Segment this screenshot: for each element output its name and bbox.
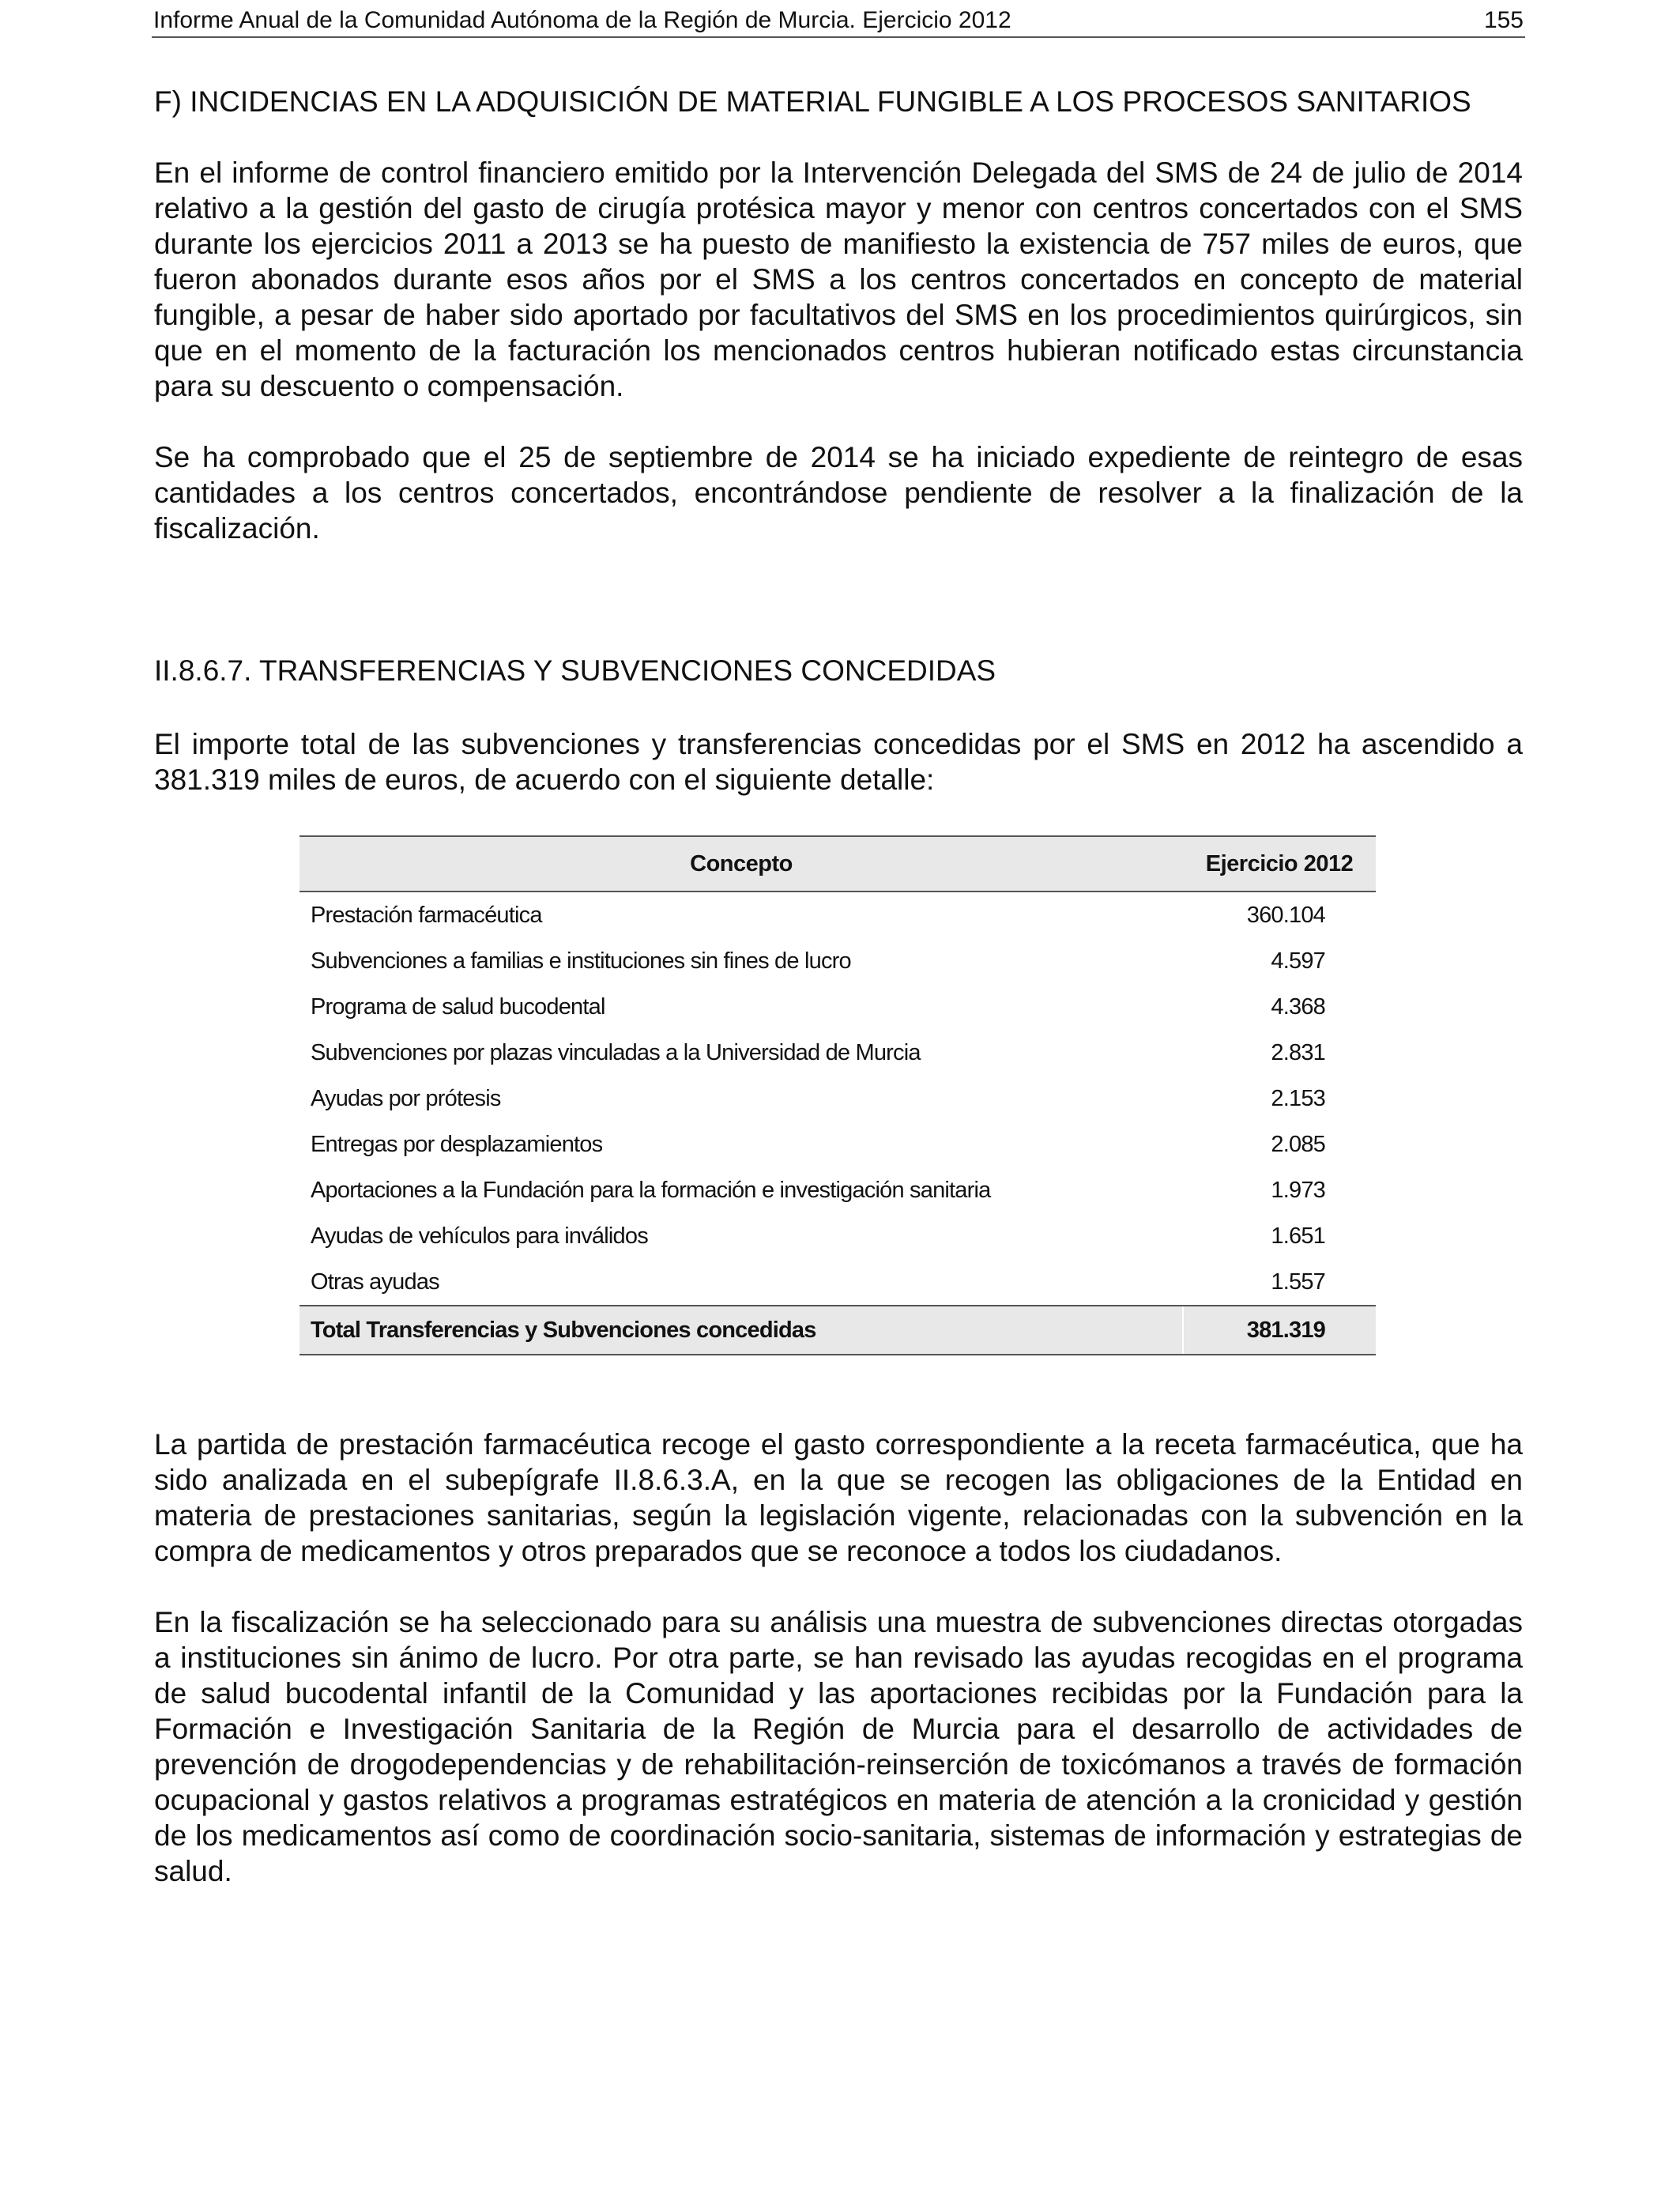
- row-value: 2.085: [1271, 1131, 1325, 1157]
- row-value: 4.597: [1271, 948, 1325, 974]
- table-row: [299, 984, 1376, 1030]
- row-concept: Subvenciones por plazas vinculadas a la Universidad de Murcia: [311, 1039, 921, 1065]
- table-row: [299, 1259, 1376, 1306]
- row-value: 1.973: [1271, 1177, 1325, 1203]
- total-value: 381.319: [1183, 1306, 1376, 1355]
- table-row: [299, 1213, 1376, 1259]
- row-value: 2.153: [1271, 1085, 1325, 1111]
- row-concept: Entregas por desplazamientos: [311, 1131, 603, 1157]
- table-header-row: [299, 836, 1376, 892]
- table-row: [299, 938, 1376, 984]
- section-f-heading: F) INCIDENCIAS EN LA ADQUISICIÓN DE MATERIAL FUNGIBLE A LOS PROCESOS SANITARIOS: [154, 85, 1471, 118]
- section-f-paragraph-2: Se ha comprobado que el 25 de septiembre de 2014 se ha iniciado expediente de reintegro de esas cantidades a los centros concertados, encontrándose pendiente de resolver a la finalización de la fiscalización.: [154, 441, 1523, 545]
- row-concept: Subvenciones a familias e instituciones sin fines de lucro: [311, 948, 851, 974]
- table-row: [299, 1122, 1376, 1167]
- row-value: 1.557: [1271, 1269, 1325, 1295]
- row-value: 1.651: [1271, 1223, 1325, 1249]
- section-ii-paragraph-sample: En la fiscalización se ha seleccionado para su análisis una muestra de subvenciones directas otorgadas a instituciones sin ánimo de lucro. Por otra parte, se han revisado las ayudas recogidas en el programa de salud bucodental infantil de la Comunidad y las aportaciones recibidas por la Fundación para la Formación e Investigación Sanitaria de la Región de Murcia para el desarrollo de actividades de prevención de drogodependencias y de rehabilitación-reinserción de toxicómanos a través de formación ocupacional y gastos relativos a programas estratégicos en materia de atención a la cronicidad y gestión de los medicamentos así como de coordinación socio-sanitaria, sistemas de información y estrategias de salud.: [154, 1606, 1523, 1887]
- table-total-row: [299, 1306, 1376, 1355]
- table-row: [299, 1076, 1376, 1122]
- header-title: Informe Anual de la Comunidad Autónoma de la Región de Murcia. Ejercicio 2012: [153, 7, 1011, 33]
- table-row: [299, 1167, 1376, 1213]
- header-concept: Concepto: [299, 836, 1183, 892]
- table-row: [299, 892, 1376, 938]
- total-concept: Total Transferencias y Subvenciones concedidas: [299, 1306, 1183, 1355]
- subsidies-table: [299, 835, 1376, 1355]
- row-value: 2.831: [1271, 1039, 1325, 1065]
- header-year: Ejercicio 2012: [1183, 836, 1376, 892]
- table-row: [299, 1030, 1376, 1076]
- row-concept: Programa de salud bucodental: [311, 993, 605, 1020]
- section-ii-intro: El importe total de las subvenciones y transferencias concedidas por el SMS en 2012 ha ascendido a 381.319 miles de euros, de acuerdo con el siguiente detalle:: [154, 728, 1523, 796]
- section-ii-heading: II.8.6.7. TRANSFERENCIAS Y SUBVENCIONES CONCEDIDAS: [154, 654, 996, 687]
- section-f-paragraph-1: En el informe de control financiero emitido por la Intervención Delegada del SMS de 24 de julio de 2014 relativo a la gestión del gasto de cirugía protésica mayor y menor con centros concertados con el SMS durante los ejercicios 2011 a 2013 se ha puesto de manifiesto la existencia de 757 miles de euros, que fueron abonados durante esos años por el SMS a los centros concertados en concepto de material fungible, a pesar de haber sido aportado por facultativos del SMS en los procedimientos quirúrgicos, sin que en el momento de la facturación los mencionados centros hubieran notificado estas circunstancia para su descuento o compensación.: [154, 156, 1523, 402]
- row-concept: Aportaciones a la Fundación para la formación e investigación sanitaria: [311, 1177, 991, 1203]
- subsidies-table-wrapper: [299, 835, 1376, 1355]
- row-concept: Ayudas por prótesis: [311, 1085, 501, 1111]
- section-ii-paragraph-pharma: La partida de prestación farmacéutica recoge el gasto correspondiente a la receta farmacéutica, que ha sido analizada en el subepígrafe II.8.6.3.A, en la que se recogen las obligaciones de la Entidad en materia de prestaciones sanitarias, según la legislación vigente, relacionadas con la subvención en la compra de medicamentos y otros preparados que se reconoce a todos los ciudadanos.: [154, 1428, 1523, 1567]
- page-number: 155: [1483, 7, 1524, 33]
- document-body: [154, 84, 1523, 1889]
- row-concept: Ayudas de vehículos para inválidos: [311, 1223, 648, 1249]
- row-value: 4.368: [1271, 993, 1325, 1020]
- row-value: 360.104: [1246, 902, 1325, 928]
- row-concept: Prestación farmacéutica: [311, 902, 542, 928]
- row-concept: Otras ayudas: [311, 1269, 439, 1295]
- page-header: [152, 5, 1525, 38]
